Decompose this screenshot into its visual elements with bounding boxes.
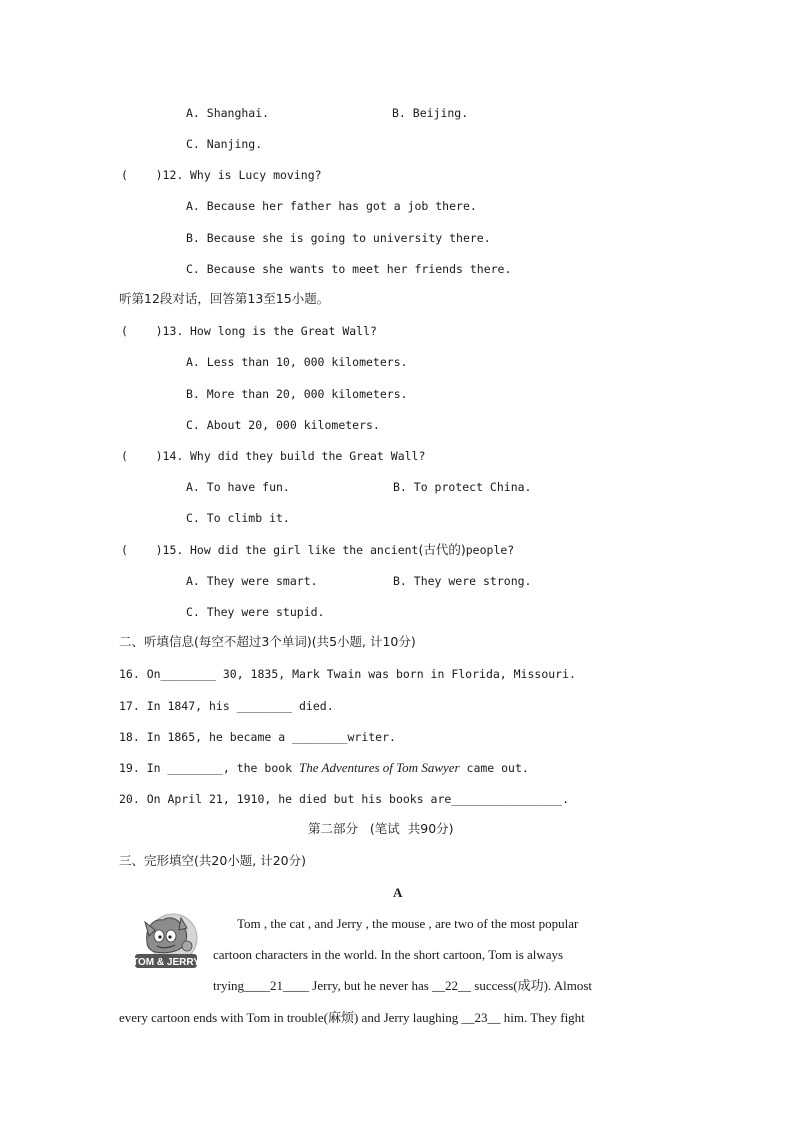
q14-option-a: A. To have fun.: [186, 480, 290, 494]
q15-option-c: C. They were stupid.: [186, 605, 325, 619]
q13-option-b: B. More than 20, 000 kilometers.: [186, 387, 408, 401]
part-two-title: 第二部分 (笔试 共90分): [308, 821, 454, 836]
fill-q19-book-title: The Adventures of Tom Sawyer: [299, 760, 460, 775]
section12-instruction: 听第12段对话，回答第13至15小题。: [119, 291, 330, 306]
svg-text:TOM & JERRY: TOM & JERRY: [132, 957, 200, 968]
q15-option-a: A. They were smart.: [186, 574, 318, 588]
fill-q18[interactable]: 18. In 1865, he became a ________writer.: [119, 730, 396, 744]
q14-answer-paren[interactable]: ( )14.: [121, 449, 184, 463]
q15-option-b: B. They were strong.: [393, 574, 532, 588]
passage-a-label: A: [393, 885, 403, 900]
q13-question: How long is the Great Wall?: [190, 324, 377, 338]
q11-option-a: A. Shanghai.: [186, 106, 270, 120]
tom-and-jerry-icon: [129, 912, 203, 972]
q14-question: Why did they build the Great Wall?: [190, 449, 426, 463]
q15-question-cn: (古代的): [418, 542, 466, 557]
q15-answer-paren[interactable]: ( )15.: [121, 543, 184, 557]
q12-option-b: B. Because she is going to university there.: [186, 231, 491, 245]
q14-option-b: B. To protect China.: [393, 480, 532, 494]
q13-answer-paren[interactable]: ( )13.: [121, 324, 184, 338]
q15-question-pre: How did the girl like the ancient: [190, 543, 419, 557]
fill-q19-post: came out.: [459, 761, 529, 775]
q15-question: [190, 542, 514, 558]
q15-question-post: people?: [465, 543, 515, 557]
fill-q19[interactable]: [119, 760, 529, 776]
q11-option-c: C. Nanjing.: [186, 137, 263, 151]
part-cloze-heading: 三、完形填空(共20小题, 计20分): [119, 853, 307, 868]
q12-option-a: A. Because her father has got a job there.: [186, 199, 477, 213]
q13-option-c: C. About 20, 000 kilometers.: [186, 418, 380, 432]
fill-q16[interactable]: 16. On________ 30, 1835, Mark Twain was born in Florida, Missouri.: [119, 667, 576, 681]
passage-a-line-2: cartoon characters in the world. In the short cartoon, Tom is always: [213, 947, 564, 962]
passage-a-line-3: trying____21____ Jerry, but he never has __22__ success(成功). Almost: [213, 978, 592, 993]
part-listen-fill-heading: 二、听填信息(每空不超过3个单词)(共5小题, 计10分): [119, 634, 416, 649]
passage-a-line-4: every cartoon ends with Tom in trouble(麻烦) and Jerry laughing __23__ him. They fight: [119, 1010, 585, 1025]
q14-option-c: C. To climb it.: [186, 511, 290, 525]
q13-option-a: A. Less than 10, 000 kilometers.: [186, 355, 408, 369]
q12-answer-paren[interactable]: ( )12.: [121, 168, 184, 182]
q12-option-c: C. Because she wants to meet her friends there.: [186, 262, 512, 276]
passage-a-line-1: Tom , the cat , and Jerry , the mouse , are two of the most popular: [237, 916, 579, 931]
fill-q17[interactable]: 17. In 1847, his ________ died.: [119, 699, 334, 713]
fill-q20[interactable]: 20. On April 21, 1910, he died but his books are________________.: [119, 792, 570, 806]
q12-question: Why is Lucy moving?: [190, 168, 322, 182]
fill-q19-pre: 19. In ________, the book: [119, 761, 300, 775]
q11-option-b: B. Beijing.: [392, 106, 469, 120]
tom-and-jerry-logo: [129, 912, 203, 972]
